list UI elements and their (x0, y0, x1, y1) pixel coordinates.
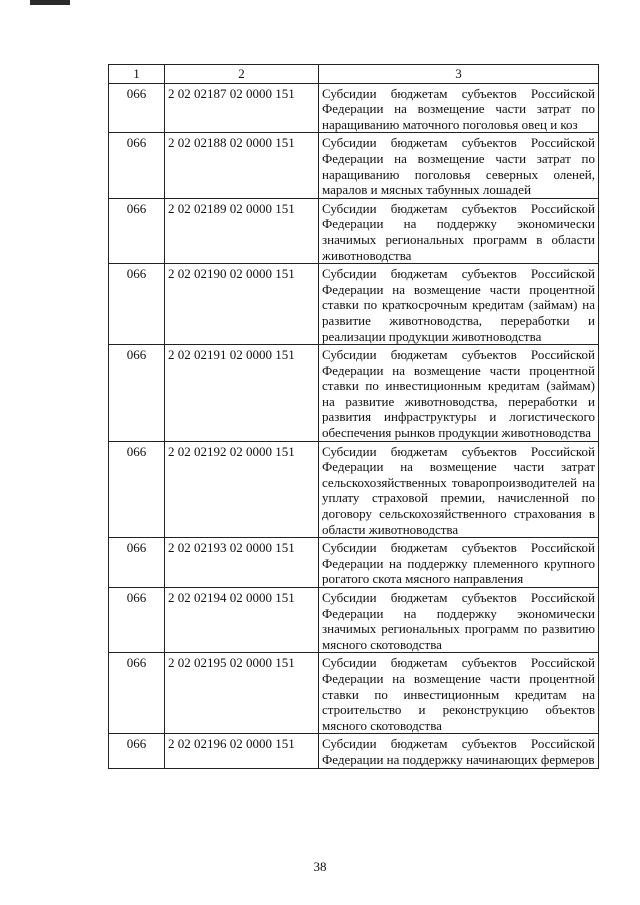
admin-code-cell: 066 (109, 264, 165, 345)
admin-code-cell: 066 (109, 83, 165, 133)
description-cell: Субсидии бюджетам субъектов Российской Федерации на возмещение части процентной ставки по краткосрочным кредитам (займам) на развитие животноводства, переработки и реализации продукции животноводства (319, 264, 599, 345)
column-header-3: 3 (319, 65, 599, 84)
table-row (109, 588, 599, 653)
table-row (109, 345, 599, 442)
budget-code-cell: 2 02 02192 02 0000 151 (165, 441, 319, 538)
table-row (109, 653, 599, 734)
budget-code-cell: 2 02 02189 02 0000 151 (165, 198, 319, 263)
admin-code-cell: 066 (109, 538, 165, 588)
table-row (109, 198, 599, 263)
table-header-row (109, 65, 599, 84)
budget-code-cell: 2 02 02195 02 0000 151 (165, 653, 319, 734)
table-row (109, 734, 599, 768)
table-row (109, 264, 599, 345)
description-cell: Субсидии бюджетам субъектов Российской Федерации на поддержку племенного крупного рогатого скота мясного направления (319, 538, 599, 588)
description-cell: Субсидии бюджетам субъектов Российской Федерации на возмещение части затрат по наращиванию поголовья северных оленей, маралов и мясных табунных лошадей (319, 133, 599, 198)
table-row (109, 133, 599, 198)
table-row (109, 83, 599, 133)
budget-code-cell: 2 02 02193 02 0000 151 (165, 538, 319, 588)
budget-codes-table (108, 64, 599, 769)
budget-code-cell: 2 02 02194 02 0000 151 (165, 588, 319, 653)
column-header-1: 1 (109, 65, 165, 84)
description-cell: Субсидии бюджетам субъектов Российской Федерации на возмещение части процентной ставки по инвестиционным кредитам (займам) на развитие животноводства, переработки и развития инфраструктуры и логистического обеспечения рынков продукции животноводства (319, 345, 599, 442)
admin-code-cell: 066 (109, 198, 165, 263)
table-row (109, 441, 599, 538)
description-cell: Субсидии бюджетам субъектов Российской Федерации на возмещение части затрат по наращиванию маточного поголовья овец и коз (319, 83, 599, 133)
table-row (109, 538, 599, 588)
budget-code-cell: 2 02 02190 02 0000 151 (165, 264, 319, 345)
description-cell: Субсидии бюджетам субъектов Российской Федерации на возмещение части процентной ставки по инвестиционным кредитам на строительство и реконструкцию объектов мясного скотоводства (319, 653, 599, 734)
column-header-2: 2 (165, 65, 319, 84)
admin-code-cell: 066 (109, 653, 165, 734)
budget-code-cell: 2 02 02188 02 0000 151 (165, 133, 319, 198)
description-cell: Субсидии бюджетам субъектов Российской Федерации на поддержку начинающих фермеров (319, 734, 599, 768)
budget-code-cell: 2 02 02187 02 0000 151 (165, 83, 319, 133)
budget-code-cell: 2 02 02196 02 0000 151 (165, 734, 319, 768)
description-cell: Субсидии бюджетам субъектов Российской Федерации на возмещение части затрат сельскохозяйственных товаропроизводителей на уплату страховой премии, начисленной по договору сельскохозяйственного страхования в области животноводства (319, 441, 599, 538)
admin-code-cell: 066 (109, 133, 165, 198)
description-cell: Субсидии бюджетам субъектов Российской Федерации на поддержку экономически значимых региональных программ в области животноводства (319, 198, 599, 263)
admin-code-cell: 066 (109, 588, 165, 653)
budget-code-cell: 2 02 02191 02 0000 151 (165, 345, 319, 442)
admin-code-cell: 066 (109, 345, 165, 442)
scan-edge-mark (30, 0, 70, 5)
page-number: 38 (313, 859, 327, 874)
description-cell: Субсидии бюджетам субъектов Российской Федерации на поддержку экономически значимых региональных программ по развитию мясного скотоводства (319, 588, 599, 653)
admin-code-cell: 066 (109, 734, 165, 768)
admin-code-cell: 066 (109, 441, 165, 538)
